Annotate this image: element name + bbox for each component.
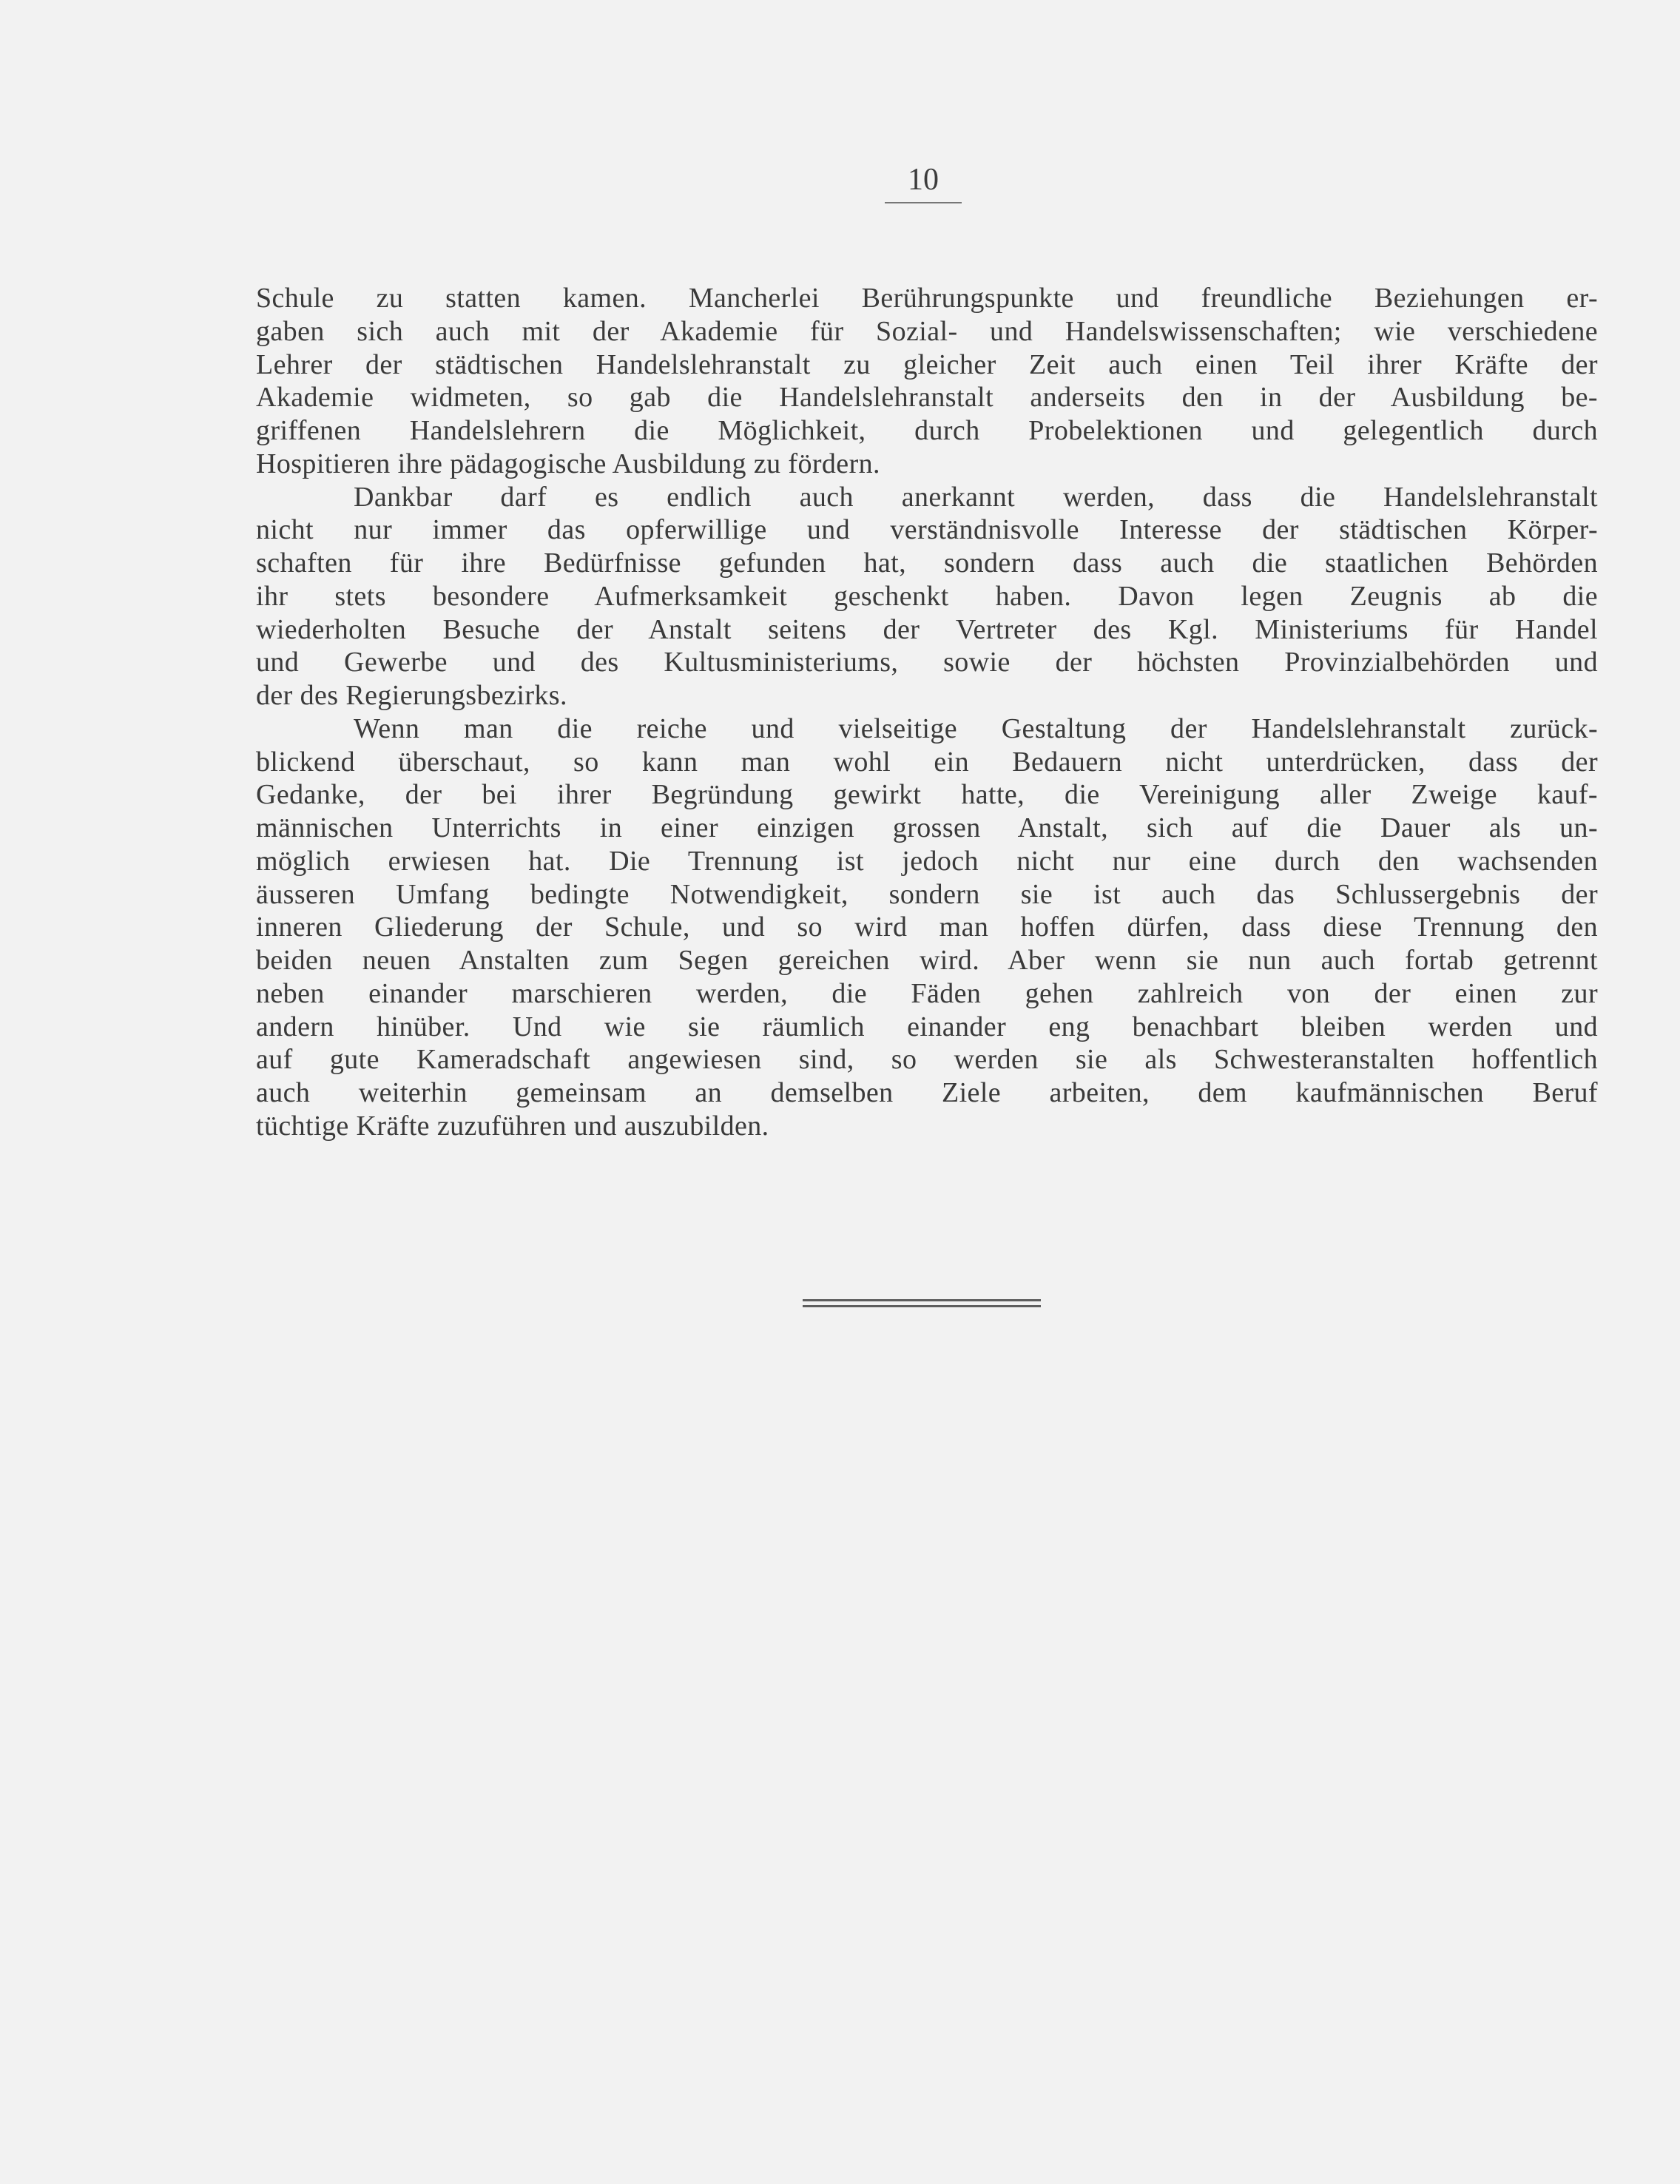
text-line: ihr stets besondere Aufmerksamkeit geschenkt haben. Davon legen Zeugnis ab die <box>256 580 1598 612</box>
text-line: wiederholten Besuche der Anstalt seitens der Vertreter des Kgl. Ministeriums für Handel <box>256 613 1598 645</box>
text-line: beiden neuen Anstalten zum Segen gereichen wird. Aber wenn sie nun auch fortab getrennt <box>256 945 1598 976</box>
text-line: schaften für ihre Bedürfnisse gefunden hat, sondern dass auch die staatlichen Behörden <box>256 547 1598 579</box>
text-line: inneren Gliederung der Schule, und so wird man hoffen dürfen, dass diese Trennung den <box>256 911 1598 943</box>
text-line: neben einander marschieren werden, die Fäden gehen zahlreich von der einen zur <box>256 977 1598 1009</box>
text-line: auf gute Kameradschaft angewiesen sind, so werden sie als Schwesteranstalten hoffentlich <box>256 1044 1598 1076</box>
text-line: Akademie widmeten, so gab die Handelslehranstalt anderseits den in der Ausbildung be- <box>256 382 1598 414</box>
text-line: griffenen Handelslehrern die Möglichkeit, durch Probelektionen und gelegentlich durch <box>256 415 1598 446</box>
text-line: der des Regierungsbezirks. <box>256 680 567 711</box>
text-line: Hospitieren ihre pädagogische Ausbildung zu fördern. <box>256 448 880 479</box>
text-line: möglich erwiesen hat. Die Trennung ist jedoch nicht nur eine durch den wachsenden <box>256 845 1598 877</box>
text-line: andern hinüber. Und wie sie räumlich einander eng benachbart bleiben werden und <box>256 1011 1598 1042</box>
text-line: und Gewerbe und des Kultusministeriums, sowie der höchsten Provinzialbehörden und <box>256 647 1598 678</box>
text-line: äusseren Umfang bedingte Notwendigkeit, sondern sie ist auch das Schlussergebnis der <box>256 878 1598 910</box>
text-line: männischen Unterrichts in einer einzigen grossen Anstalt, sich auf die Dauer als un- <box>256 812 1598 843</box>
closing-double-rule-bottom <box>803 1305 1041 1307</box>
text-line: nicht nur immer das opferwillige und verständnisvolle Interesse der städtischen Körper- <box>256 514 1598 546</box>
text-line: blickend überschaut, so kann man wohl ein Bedauern nicht unterdrücken, dass der <box>256 746 1598 778</box>
text-line: Wenn man die reiche und vielseitige Gestaltung der Handelslehranstalt zurück- <box>354 712 1598 744</box>
page-number-underline <box>885 202 962 203</box>
text-line: tüchtige Kräfte zuzuführen und auszubilden. <box>256 1110 769 1142</box>
closing-double-rule-top <box>803 1299 1041 1301</box>
text-line: Schule zu statten kamen. Mancherlei Berührungspunkte und freundliche Beziehungen er- <box>256 283 1598 314</box>
text-line: Gedanke, der bei ihrer Begründung gewirkt hatte, die Vereinigung aller Zweige kauf- <box>256 779 1598 811</box>
text-line: gaben sich auch mit der Akademie für Sozial- und Handelswissenschaften; wie verschiedene <box>256 315 1598 347</box>
body-text <box>256 282 1598 1143</box>
text-line: Lehrer der städtischen Handelslehranstalt zu gleicher Zeit auch einen Teil ihrer Kräfte der <box>256 348 1598 380</box>
text-line: Dankbar darf es endlich auch anerkannt werden, dass die Handelslehranstalt <box>354 481 1598 513</box>
text-line: auch weiterhin gemeinsam an demselben Ziele arbeiten, dem kaufmännischen Beruf <box>256 1077 1598 1108</box>
page-number: 10 <box>908 163 939 197</box>
